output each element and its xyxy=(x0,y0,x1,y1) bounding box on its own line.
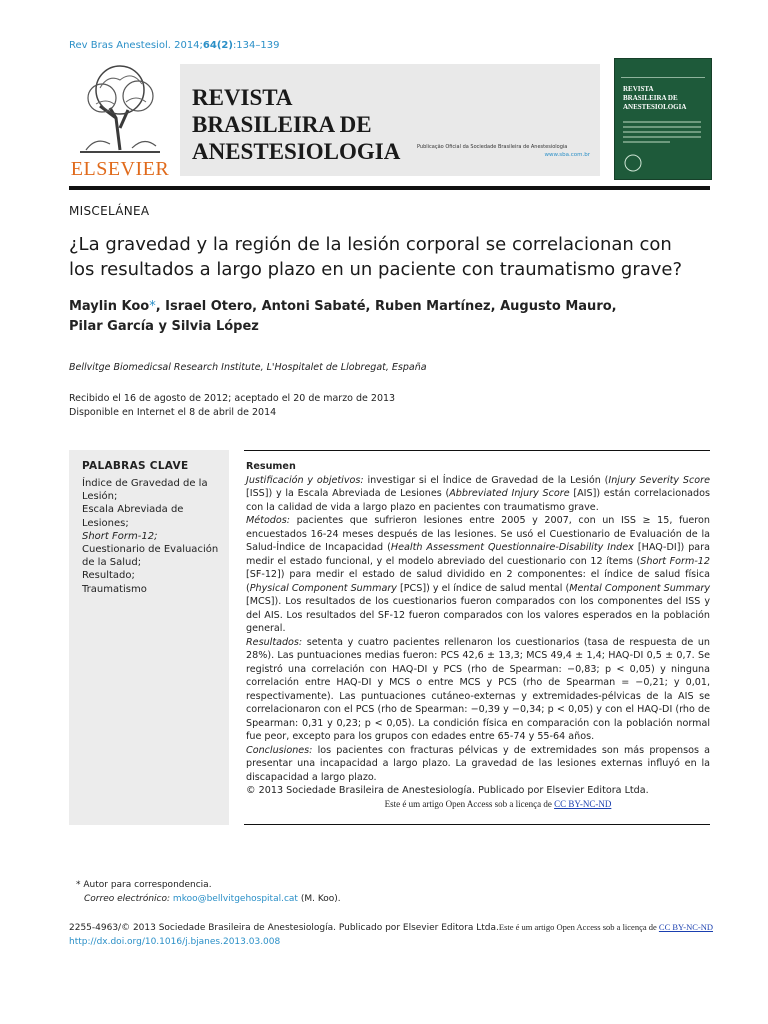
masthead-title-line: ANESTESIOLOGIA xyxy=(192,139,401,164)
article-dates xyxy=(69,392,395,420)
journal-masthead xyxy=(70,58,600,178)
cover-seal-icon xyxy=(623,153,645,173)
abstract-methods: Métodos: pacientes que sufrieron lesiones entre 2005 y 2007, con un ISS ≥ 15, fueron encuestados 16-24 meses después de las lesiones. Se usó el Cuestionario de Evaluación de la Salud-Índice de Incapacidad (Health Assessment Questionnaire-Disability Index [HAQ-DI]) para medir el estado funcional, y el modelo abreviado del cuestionario con 12 ítems (Short Form-12 [SF-12]) para medir el estado de salud dividido en 2 componentes: el índice de salud física (Physical Component Summary [PCS]) y el índice de salud mental (Mental Component Summary [MCS]). Los resultados de los cuestionarios fueron comparados con los componentes del ISS y del AIS. Los resultados del SF-12 fueron comparados con los valores esperados en la población general. xyxy=(246,515,710,634)
abstract-copyright: © 2013 Sociedade Brasileira de Anestesiología. Publicado por Elsevier Editora Ltda. xyxy=(246,785,649,796)
abstract-body xyxy=(246,474,710,812)
section-label: Métodos: xyxy=(246,515,291,526)
doi-link[interactable]: http://dx.doi.org/10.1016/j.bjanes.2013.03.008 xyxy=(69,937,281,947)
email-link[interactable]: mkoo@bellvitgehospital.cat xyxy=(172,894,298,904)
masthead-title-box xyxy=(180,64,600,176)
journal-cover-thumbnail xyxy=(614,58,712,180)
cover-text-lines xyxy=(623,121,701,146)
keyword-item: Short Form-12; xyxy=(82,530,158,542)
abstract-conclusions: Conclusiones: los pacientes con fracturas pélvicas y de extremidades son más propensos a presentar una incapacidad a largo plazo. La gravedad de las lesiones externas influyó en la discapacidad a largo plazo. xyxy=(246,744,710,783)
cover-title xyxy=(623,85,686,112)
abstract-results: Resultados: setenta y cuatro pacientes rellenaron los cuestionarios (tasa de respuesta de un 28%). Las puntuaciones medias fueron: PCS 42,6 ± 13,3; MCS 49,4 ± 1,4; HAQ-DI 0,5 ± 0,7. Se registró una correlación con HAQ-DI y PCS (rho de Spearman: −0,83; p < 0,05) y ninguna correlación entre HAQ-DI y MCS o entre MCS y PCS (rho de Spearman = −0,21; y 0,01, respectivamente). Las puntuaciones cutáneo-externas y extremidades-pélvicas de la AIS se correlacionaron con el PCS (rho de Spearman: −0,39 y −0,34; p < 0,05) y con el HAQ-DI (rho de Spearman: 0,31 y 0,23; p < 0,05). La condición física en comparación con la población normal fue peor, excepto para los grupos con edades entre 65-74 y 55-64 años. xyxy=(246,636,710,742)
received-date: Recibido el 16 de agosto de 2012; aceptado el 20 de marzo de 2013 xyxy=(69,393,396,404)
abstract xyxy=(246,460,710,811)
email-label: Correo electrónico: xyxy=(84,894,171,904)
masthead-title-line: BRASILEIRA DE xyxy=(192,112,372,137)
keyword-item: Cuestionario de Evaluación de la Salud; xyxy=(82,544,219,569)
masthead-title-line: REVISTA xyxy=(192,85,293,110)
citation-prefix: Rev Bras Anestesiol. 2014; xyxy=(69,40,203,51)
open-access-notice: Este é um artigo Open Access sob a licença de CC BY-NC-ND xyxy=(384,798,612,809)
footnote-text: Autor para correspondencia. xyxy=(80,880,212,890)
article-title-line: ¿La gravedad y la región de la lesión corporal se correlacionan con xyxy=(69,234,672,255)
keyword-item: Resultado; xyxy=(82,570,135,582)
author-names: Pilar García y Silvia López xyxy=(69,319,259,334)
header-rule xyxy=(69,186,710,190)
available-date: Disponible en Internet el 8 de abril de 2014 xyxy=(69,407,277,418)
open-access-text: Este é um artigo Open Access sob a licença de xyxy=(498,922,659,932)
tree-icon xyxy=(70,58,170,158)
elsevier-wordmark: ELSEVIER xyxy=(70,158,170,180)
cover-title-line: BRASILEIRA DE xyxy=(623,94,678,102)
author-name: Maylin Koo xyxy=(69,299,150,314)
footnote-marker: * xyxy=(76,880,81,890)
author-names: , Israel Otero, Antoni Sabaté, Ruben Martínez, Augusto Mauro, xyxy=(155,299,617,314)
cover-title-line: ANESTESIOLOGIA xyxy=(623,103,687,111)
issn-copyright: 2255-4963/© 2013 Sociedade Brasileira de Anestesiología. Publicado por Elsevier Editora Ltda. xyxy=(69,923,499,933)
section-label: Conclusiones: xyxy=(246,744,313,756)
masthead-journal-title xyxy=(192,84,400,165)
cover-header-band xyxy=(621,63,705,78)
author-list xyxy=(69,297,709,337)
license-link[interactable]: CC BY-NC-ND xyxy=(658,922,713,932)
article-title-line: los resultados a largo plazo en un paciente con traumatismo grave? xyxy=(69,259,683,280)
correspondence-footnote xyxy=(76,878,341,906)
section-label: MISCELÁNEA xyxy=(69,204,150,218)
keywords-panel xyxy=(69,450,229,825)
masthead-subtitle: Publicação Oficial da Sociedade Brasileira de Anestesiologia xyxy=(417,144,568,150)
issn-footer xyxy=(69,920,713,949)
abstract-rule-top xyxy=(244,450,710,451)
abstract-background: Justificación y objetivos: investigar si el Índice de Gravedad de la Lesión (Injury Severity Score [ISS]) y la Escala Abreviada de Lesiones (Abbreviated Injury Score [AIS]) están correlacionados con la calidad de vida a largo plazo en pacientes con traumatismo grave. xyxy=(246,474,710,513)
affiliation: Bellvitge Biomedicsal Research Institute, L'Hospitalet de Llobregat, España xyxy=(69,362,427,373)
keywords-heading: PALABRAS CLAVE xyxy=(82,460,189,472)
email-suffix: (M. Koo). xyxy=(297,894,341,904)
keyword-item: Traumatismo xyxy=(82,583,147,595)
keywords-list xyxy=(82,477,222,596)
license-link[interactable]: CC BY-NC-ND xyxy=(554,798,612,809)
abstract-heading: Resumen xyxy=(246,461,296,472)
abstract-rule-bottom xyxy=(244,824,710,825)
journal-citation[interactable] xyxy=(69,40,279,51)
article-title xyxy=(69,232,719,282)
cover-title-line: REVISTA xyxy=(623,85,654,93)
corresponding-author-marker[interactable]: * xyxy=(149,299,156,314)
keyword-item: Índice de Gravedad de la Lesión; xyxy=(82,478,208,503)
keyword-item: Escala Abreviada de Lesiones; xyxy=(82,504,184,529)
section-label: Resultados: xyxy=(246,636,303,648)
citation-volume: 64(2) xyxy=(202,40,233,51)
citation-pages: :134–139 xyxy=(232,40,280,51)
section-label: Justificación y objetivos: xyxy=(246,474,364,486)
masthead-url-link[interactable]: www.sba.com.br xyxy=(544,152,590,158)
elsevier-tree-logo xyxy=(70,58,170,178)
